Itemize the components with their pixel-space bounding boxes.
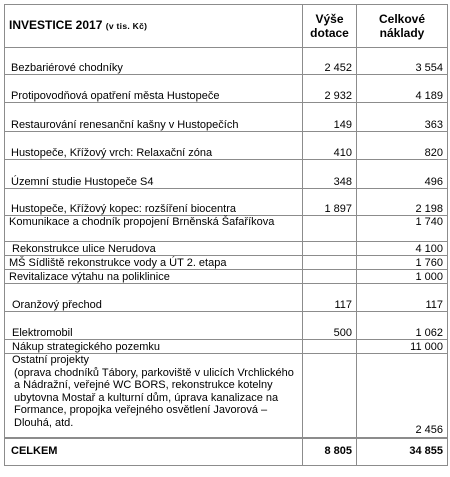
row-grant: 500	[303, 312, 357, 340]
row-grant: 117	[303, 284, 357, 312]
total-grant: 8 805	[303, 438, 357, 466]
table-row	[5, 354, 448, 438]
row-name: Hustopeče, Křížový kopec: rozšíření biocentra	[5, 189, 303, 216]
row-grant	[303, 242, 357, 256]
row-grant	[303, 354, 357, 438]
table-row	[5, 189, 448, 216]
row-detail: (oprava chodníků Tábory, parkoviště v ulicích Vrchlického a Nádražní, veřejné WC BORS, rekonstrukce kotelny ubytovna Mostař a kulturní dům, úprava kanalizace na Formance, propojka veřejného osvětlení Javorová – Dlouhá, atd.	[14, 366, 294, 429]
row-grant: 410	[303, 132, 357, 160]
row-total: 2 456	[357, 354, 448, 438]
table-row	[5, 75, 448, 103]
row-grant: 1 897	[303, 189, 357, 216]
row-grant: 149	[303, 103, 357, 132]
row-total: 820	[357, 132, 448, 160]
row-total: 2 198	[357, 189, 448, 216]
row-name: Nákup strategického pozemku	[5, 340, 303, 354]
row-total: 117	[357, 284, 448, 312]
investment-table	[4, 4, 448, 466]
table-title-unit: (v tis. Kč)	[105, 21, 148, 32]
row-total: 496	[357, 160, 448, 189]
row-total: 4 100	[357, 242, 448, 256]
column-header-grant: Výše dotace	[303, 5, 357, 48]
row-total: 11 000	[357, 340, 448, 354]
row-total: 3 554	[357, 48, 448, 75]
row-grant	[303, 270, 357, 284]
row-name: Rekonstrukce ulice Nerudova	[5, 242, 303, 256]
total-label: CELKEM	[5, 438, 303, 466]
row-total: 363	[357, 103, 448, 132]
investment-table-container	[4, 4, 447, 466]
row-name: Územní studie Hustopeče S4	[5, 160, 303, 189]
row-total: 1 000	[357, 270, 448, 284]
row-total: 4 189	[357, 75, 448, 103]
row-name: Oranžový přechod	[5, 284, 303, 312]
row-name: Elektromobil	[5, 312, 303, 340]
table-row	[5, 132, 448, 160]
row-name: MŠ Sídliště rekonstrukce vody a ÚT 2. etapa	[5, 256, 303, 270]
row-name: Hustopeče, Křížový vrch: Relaxační zóna	[5, 132, 303, 160]
table-title-text: INVESTICE 2017	[9, 18, 103, 33]
total-sum: 34 855	[357, 438, 448, 466]
total-row	[5, 438, 448, 466]
table-row	[5, 270, 448, 284]
row-name: Bezbariérové chodníky	[5, 48, 303, 75]
table-title	[5, 5, 303, 48]
table-row	[5, 256, 448, 270]
row-total: 1 740	[357, 216, 448, 242]
row-grant: 348	[303, 160, 357, 189]
row-grant: 2 452	[303, 48, 357, 75]
table-row	[5, 216, 448, 242]
table-row	[5, 284, 448, 312]
row-grant	[303, 340, 357, 354]
column-header-total: Celkové náklady	[357, 5, 448, 48]
table-row	[5, 48, 448, 75]
row-total: 1 760	[357, 256, 448, 270]
table-row	[5, 340, 448, 354]
row-other-projects	[5, 354, 303, 438]
table-row	[5, 160, 448, 189]
table-row	[5, 312, 448, 340]
row-grant	[303, 256, 357, 270]
table-header-row	[5, 5, 448, 48]
row-name: Revitalizace výtahu na poliklinice	[5, 270, 303, 284]
row-name: Restaurování renesanční kašny v Hustopečích	[5, 103, 303, 132]
row-name: Komunikace a chodník propojení Brněnská Šafaříkova	[5, 216, 303, 242]
row-total: 1 062	[357, 312, 448, 340]
row-grant	[303, 216, 357, 242]
table-row	[5, 103, 448, 132]
row-name: Ostatní projekty	[12, 354, 90, 366]
table-row	[5, 242, 448, 256]
row-grant: 2 932	[303, 75, 357, 103]
row-name: Protipovodňová opatření města Hustopeče	[5, 75, 303, 103]
